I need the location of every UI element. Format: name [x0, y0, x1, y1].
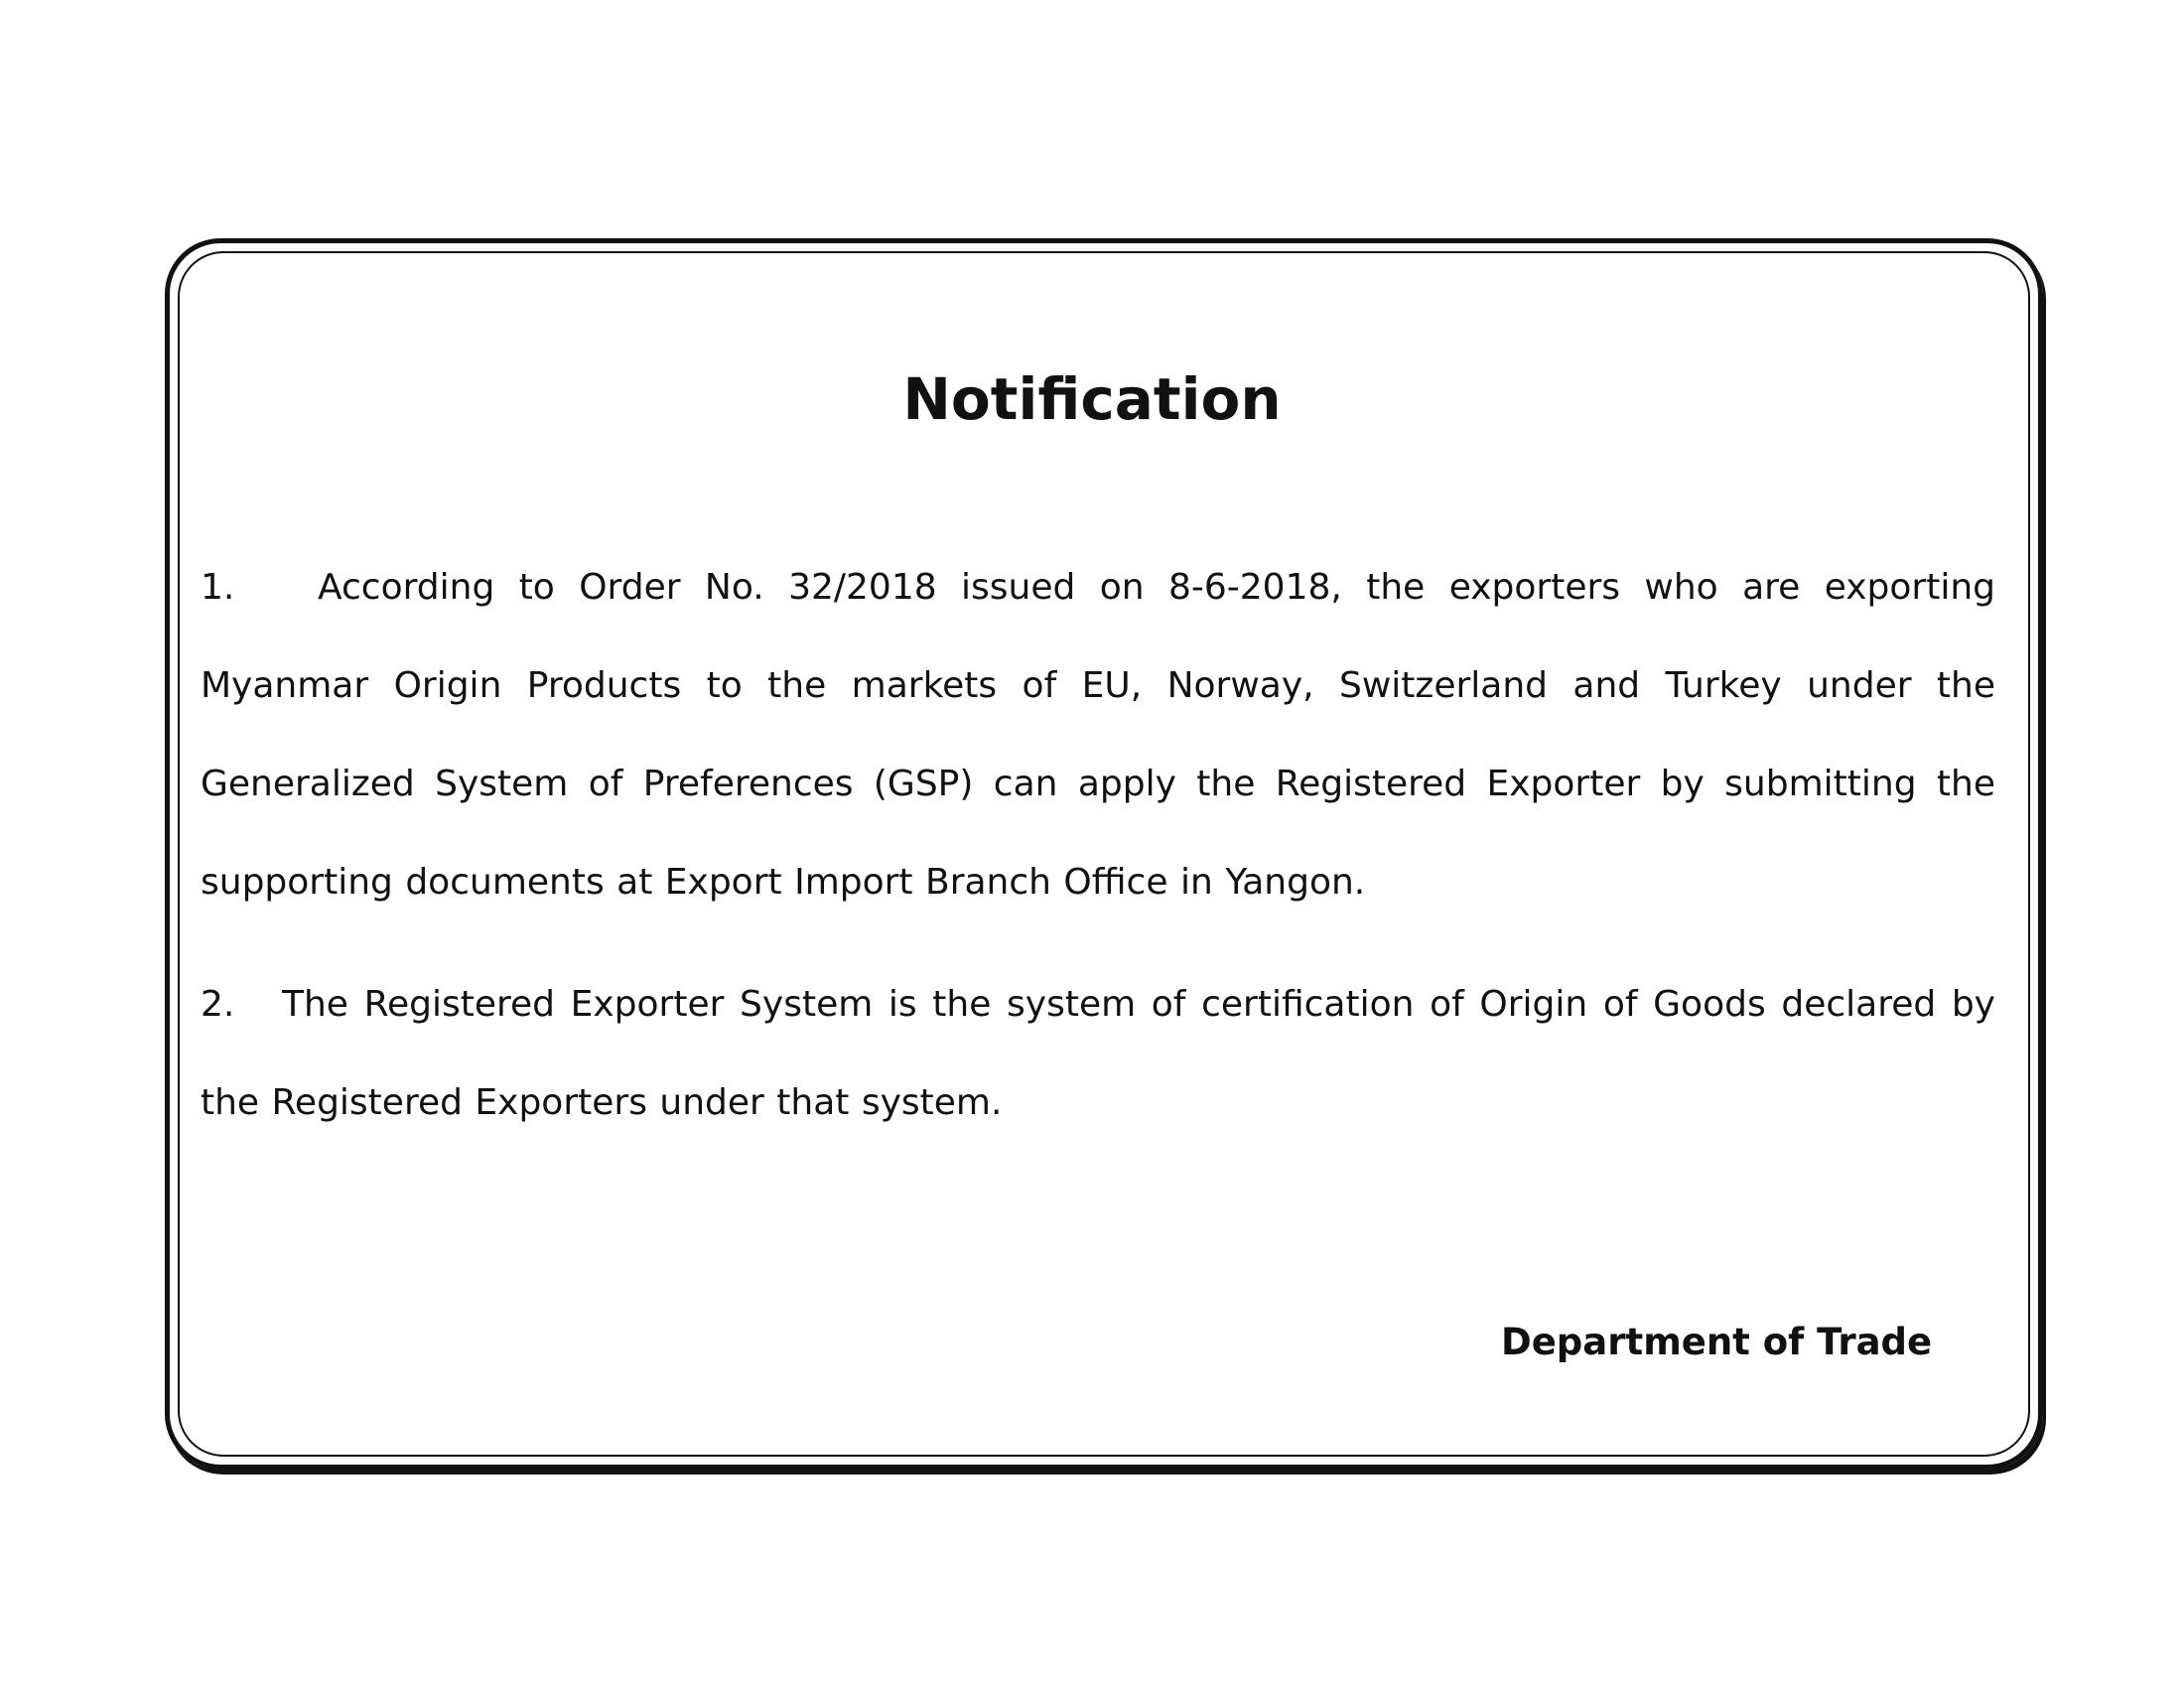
paragraph-1-number: 1. — [201, 567, 235, 608]
paragraph-2-text: The Registered Exporter System is the system of certification of Origin of Goods declared by the Registered Exporters under that system. — [201, 984, 1995, 1123]
signature-department: Department of Trade — [1501, 1321, 1933, 1363]
notice-title: Notification — [902, 365, 1282, 433]
paragraph-1 — [201, 538, 1995, 931]
paragraph-2 — [201, 955, 1995, 1152]
paragraph-2-number: 2. — [201, 984, 235, 1025]
paragraph-1-text: According to Order No. 32/2018 issued on 8-6-2018, the exporters who are exporting Myanmar Origin Products to the markets of EU, Norway, Switzerland and Turkey under the Generalized System of Preferences (GSP) can apply the Registered Exporter by submitting the supporting documents at Export Import Branch Office in Yangon. — [201, 567, 1995, 903]
